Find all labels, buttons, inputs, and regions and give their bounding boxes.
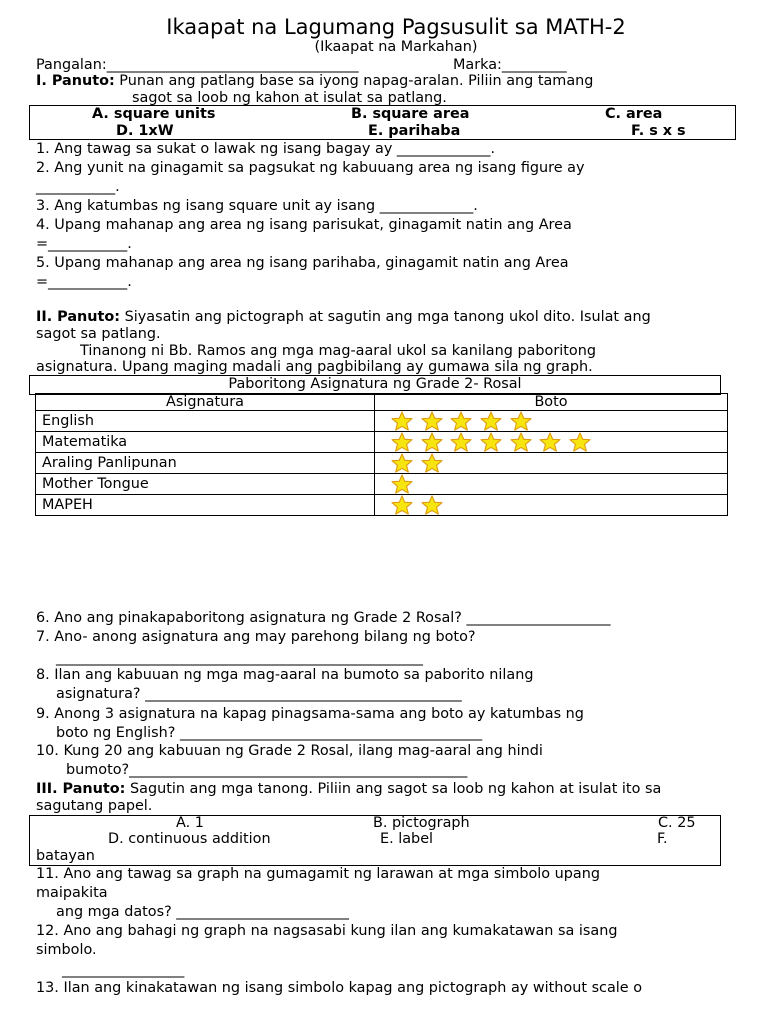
- part3-instruction-text: Sagutin ang mga tanong. Piliin ang sagot sa loob ng kahon at isulat ito sa: [125, 781, 662, 797]
- part3-instruction: [36, 781, 661, 798]
- page-title: Ikaapat na Lagumang Pagsusulit sa MATH-2: [166, 15, 626, 39]
- question-12-blank: _________________: [62, 962, 185, 978]
- question-9: 9. Anong 3 asignatura na kapag pinagsama-sama ang boto ay katumbas ng: [36, 706, 584, 722]
- question-2: 2. Ang yunit na ginagamit sa pagsukat ng kabuuang area ng isang figure ay: [36, 160, 585, 176]
- subject-cell: Mother Tongue: [36, 474, 375, 495]
- table-row: [36, 453, 728, 474]
- part2-instruction: [36, 309, 651, 326]
- part3-heading: III. Panuto:: [36, 781, 126, 797]
- question-3: 3. Ang katumbas ng isang square unit ay isang _____________.: [36, 198, 478, 214]
- question-4: 4. Upang mahanap ang area ng isang parisukat, ginagamit natin ang Area: [36, 217, 572, 233]
- votes-cell: [375, 432, 728, 453]
- choice-b: B. square area: [351, 106, 470, 122]
- star-icon: [480, 411, 502, 431]
- star-icon: [539, 432, 561, 452]
- subject-cell: MAPEH: [36, 495, 375, 516]
- part3-choice-e: E. label: [380, 831, 434, 847]
- question-10: 10. Kung 20 ang kabuuan ng Grade 2 Rosal, ilang mag-aaral ang hindi: [36, 743, 543, 759]
- subject-cell: English: [36, 411, 375, 432]
- question-11-blank: ang mga datos? ________________________: [56, 904, 349, 920]
- part1-instruction-text: Punan ang patlang base sa iyong napag-aralan. Piliin ang tamang: [114, 73, 594, 89]
- part1-heading: I. Panuto:: [36, 73, 115, 89]
- question-13: 13. Ilan ang kinakatawan ng isang simbolo kapag ang pictograph ay without scale o: [36, 980, 643, 996]
- column-header-subject: Asignatura: [36, 394, 375, 411]
- star-icon: [391, 453, 413, 473]
- question-5: 5. Upang mahanap ang area ng isang parihaba, ginagamit natin ang Area: [36, 255, 569, 271]
- part3-choice-b: B. pictograph: [373, 815, 470, 831]
- star-icon: [569, 432, 591, 452]
- votes-cell: [375, 495, 728, 516]
- star-icon: [510, 432, 532, 452]
- question-6: 6. Ano ang pinakapaboritong asignatura ng Grade 2 Rosal? ____________________: [36, 610, 611, 626]
- question-11: 11. Ano ang tawag sa graph na gumagamit ng larawan at mga simbolo upang: [36, 866, 600, 882]
- star-icon: [391, 474, 413, 494]
- star-icon: [421, 453, 443, 473]
- star-icon: [510, 411, 532, 431]
- part3-choice-a: A. 1: [176, 815, 204, 831]
- part3-choice-d: D. continuous addition: [108, 831, 271, 847]
- star-icon: [421, 411, 443, 431]
- part3-choice-f-cont: batayan: [36, 848, 95, 864]
- question-12-cont: simbolo.: [36, 942, 97, 958]
- question-2-blank: ___________.: [36, 179, 120, 195]
- choice-f: F. s x s: [631, 123, 686, 139]
- part2-heading: II. Panuto:: [36, 309, 121, 325]
- subject-cell: Araling Panlipunan: [36, 453, 375, 474]
- name-field: Pangalan:___________________________________: [36, 57, 359, 73]
- votes-cell: [375, 453, 728, 474]
- table-row: [36, 495, 728, 516]
- votes-cell: [375, 411, 728, 432]
- star-icon: [391, 411, 413, 431]
- score-field: Marka:_________: [453, 57, 567, 73]
- part3-choice-c: C. 25: [658, 815, 696, 831]
- choice-c: C. area: [605, 106, 663, 122]
- question-5-blank: =___________.: [36, 274, 132, 290]
- table-header-row: [36, 394, 728, 411]
- question-1: 1. Ang tawag sa sukat o lawak ng isang bagay ay _____________.: [36, 141, 496, 157]
- part1-instruction-cont: sagot sa loob ng kahon at isulat sa patlang.: [132, 90, 447, 106]
- question-10-cont: bumoto?_______________________________________________: [66, 762, 468, 778]
- part2-paragraph: Tinanong ni Bb. Ramos ang mga mag-aaral ukol sa kanilang paboritong: [80, 343, 596, 359]
- star-icon: [421, 495, 443, 515]
- question-4-blank: =___________.: [36, 236, 132, 252]
- votes-cell: [375, 474, 728, 495]
- star-icon: [480, 432, 502, 452]
- star-icon: [450, 432, 472, 452]
- star-icon: [421, 432, 443, 452]
- part3-instruction-cont: sagutang papel.: [36, 798, 153, 814]
- table-row: [36, 474, 728, 495]
- subject-cell: Matematika: [36, 432, 375, 453]
- question-12: 12. Ano ang bahagi ng graph na nagsasabi kung ilan ang kumakatawan sa isang: [36, 923, 618, 939]
- table-title: Paboritong Asignatura ng Grade 2- Rosal: [228, 376, 522, 392]
- star-icon: [391, 495, 413, 515]
- table-row: [36, 432, 728, 453]
- part1-instruction: [36, 73, 593, 90]
- choice-e: E. parihaba: [368, 123, 461, 139]
- question-7-blank: ___________________________________________________: [56, 650, 423, 666]
- question-9-cont: boto ng English? __________________________________________: [56, 725, 483, 741]
- table-row: [36, 411, 728, 432]
- part3-choice-f: F.: [657, 831, 668, 847]
- column-header-votes: Boto: [375, 394, 728, 411]
- page-subtitle: (Ikaapat na Markahan): [314, 39, 478, 55]
- question-11-cont: maipakita: [36, 885, 108, 901]
- pictograph-table: [35, 393, 728, 516]
- part2-instruction-cont: sagot sa patlang.: [36, 326, 161, 342]
- question-8: 8. Ilan ang kabuuan ng mga mag-aaral na bumoto sa paborito nilang: [36, 667, 534, 683]
- question-7: 7. Ano- anong asignatura ang may parehong bilang ng boto?: [36, 629, 476, 645]
- part2-instruction-text: Siyasatin ang pictograph at sagutin ang mga tanong ukol dito. Isulat ang: [120, 309, 651, 325]
- choice-a: A. square units: [92, 106, 216, 122]
- part2-paragraph-cont: asignatura. Upang maging madali ang pagbibilang ay gumawa sila ng graph.: [36, 359, 593, 375]
- question-8-cont: asignatura? ____________________________________________: [56, 686, 462, 702]
- star-icon: [450, 411, 472, 431]
- star-icon: [391, 432, 413, 452]
- choice-d: D. 1xW: [116, 123, 174, 139]
